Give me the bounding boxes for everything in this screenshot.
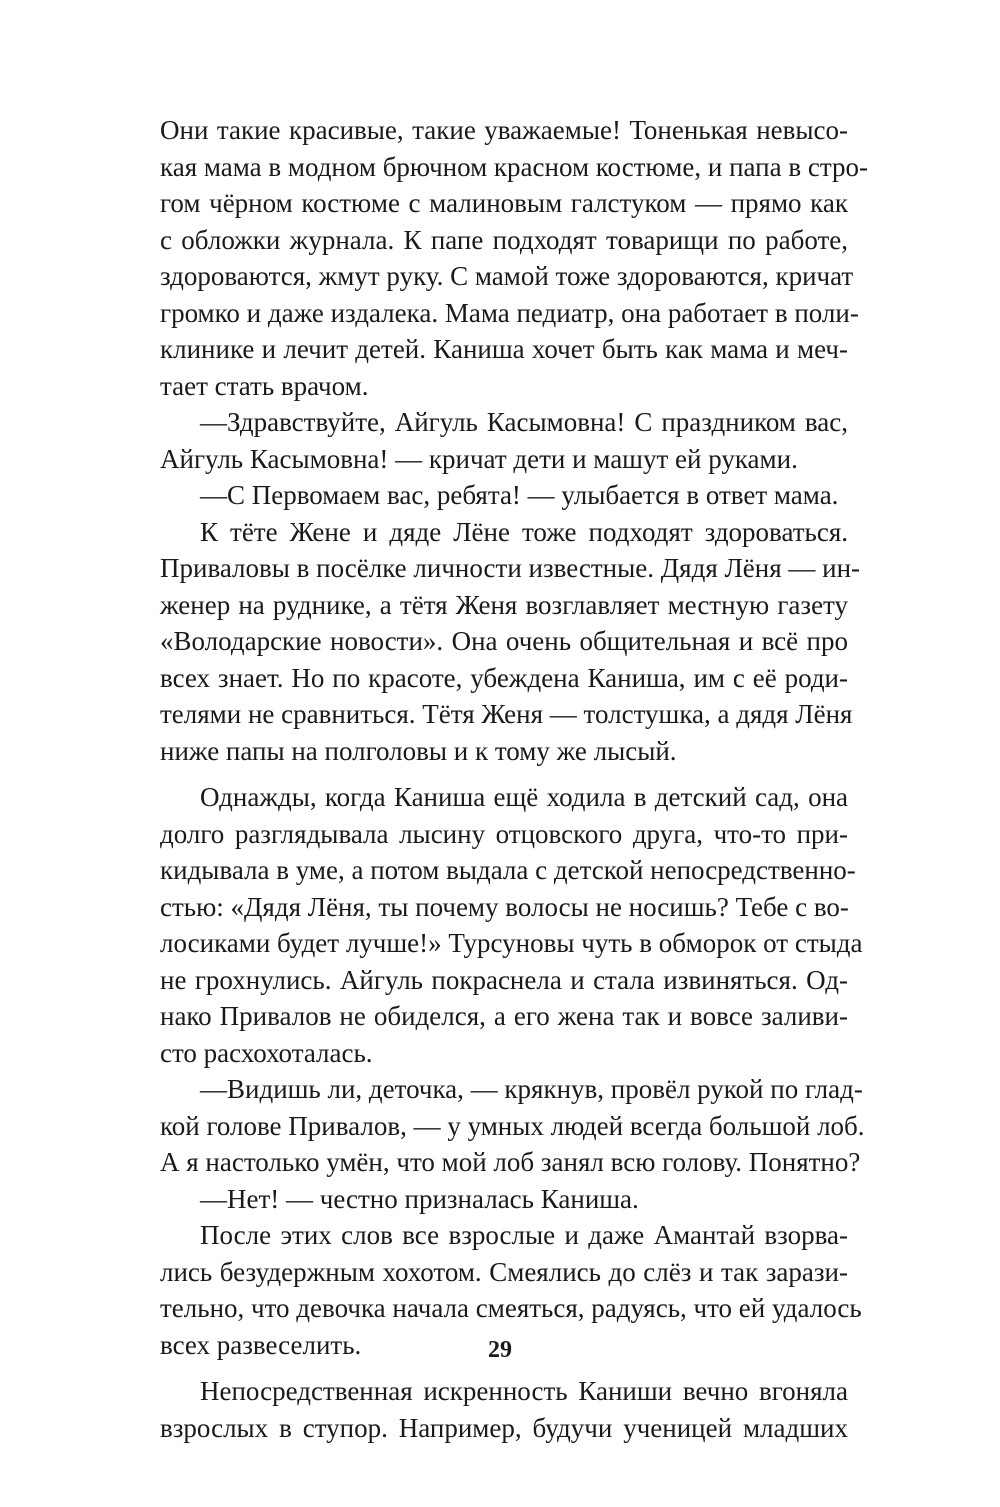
- text-line: лись безудержным хохотом. Смеялись до слёз и так зарази-: [160, 1256, 848, 1287]
- text-line: нако Привалов не обиделся, а его жена так и вовсе заливи-: [160, 1001, 848, 1031]
- paragraph: [160, 1181, 848, 1218]
- text-line: гом чёрном костюме с малиновым галстуком — прямо как: [160, 188, 848, 218]
- page-number: 29: [488, 1337, 512, 1363]
- text-line: Они такие красивые, такие уважаемые! Тоненькая невысо-: [160, 115, 848, 145]
- text-line: Однажды, когда Каниша ещё ходила в детский сад, она: [200, 782, 848, 812]
- text-line: тельно, что девочка начала смеяться, радуясь, что ей удалось: [160, 1293, 862, 1323]
- paragraph: [160, 1373, 848, 1446]
- text-line: —Здравствуйте, Айгуль Касымовна! С праздником вас,: [200, 407, 848, 437]
- text-line: не грохнулись. Айгуль покраснела и стала извиняться. Од-: [160, 964, 848, 995]
- text-line: лосиками будет лучше!» Турсуновы чуть в обморок от стыда: [160, 928, 863, 958]
- text-line: Приваловы в посёлке личности известные. Дядя Лёня — ин-: [160, 553, 861, 583]
- text-line: сто расхохоталась.: [160, 1037, 373, 1068]
- paragraph: [160, 112, 868, 404]
- text-line: К тёте Жене и дяде Лёне тоже подходят здороваться.: [200, 516, 848, 547]
- paragraph: [160, 1071, 865, 1181]
- paragraph: [160, 404, 848, 477]
- text-line: женер на руднике, а тётя Женя возглавляет местную газету: [160, 589, 848, 620]
- text-line: с обложки журнала. К папе подходят товарищи по работе,: [160, 224, 848, 255]
- text-line: стью: «Дядя Лёня, ты почему волосы не носишь? Тебе с во-: [160, 891, 849, 922]
- text-line: —Видишь ли, деточка, — крякнув, провёл рукой по глад-: [200, 1074, 863, 1104]
- paragraph: [160, 514, 861, 770]
- text-line: клинике и лечит детей. Каниша хочет быть как мама и меч-: [160, 334, 848, 364]
- text-line: всех развеселить.: [160, 1329, 362, 1360]
- text-line: ниже папы на полголовы и к тому же лысый.: [160, 735, 677, 766]
- text-line: кая мама в модном брючном красном костюме, и папа в стро-: [160, 151, 868, 182]
- paragraph: [160, 477, 848, 514]
- body-text: [160, 112, 868, 1446]
- text-line: —Нет! — честно призналась Каниша.: [200, 1183, 639, 1214]
- text-line: А я настолько умён, что мой лоб занял всю голову. Понятно?: [160, 1147, 861, 1177]
- text-line: здороваются, жмут руку. С мамой тоже здороваются, кричат: [160, 261, 854, 291]
- paragraph: [160, 779, 863, 1071]
- paragraph-gap: [160, 1363, 848, 1373]
- text-line: —С Первомаем вас, ребята! — улыбается в ответ мама.: [200, 480, 839, 510]
- text-line: Айгуль Касымовна! — кричат дети и машут ей руками.: [160, 443, 798, 474]
- paragraph-gap: [160, 769, 848, 779]
- text-line: телями не сравниться. Тётя Женя — толстушка, а дядя Лёня: [160, 699, 853, 729]
- text-line: тает стать врачом.: [160, 370, 369, 401]
- text-line: громко и даже издалека. Мама педиатр, она работает в поли-: [160, 297, 859, 328]
- text-line: После этих слов все взрослые и даже Амантай взорва-: [200, 1220, 848, 1250]
- text-line: взрослых в ступор. Например, будучи ученицей младших: [160, 1412, 848, 1443]
- text-line: долго разглядывала лысину отцовского друга, что-то при-: [160, 818, 848, 849]
- text-line: Непосредственная искренность Каниши вечно вгоняла: [200, 1376, 848, 1406]
- text-line: «Володарские новости». Она очень общительная и всё про: [160, 626, 848, 656]
- text-line: кой голове Привалов, — у умных людей всегда большой лоб.: [160, 1110, 865, 1141]
- text-line: кидывала в уме, а потом выдала с детской непосредственно-: [160, 855, 856, 885]
- text-line: всех знает. Но по красоте, убеждена Каниша, им с её роди-: [160, 662, 848, 693]
